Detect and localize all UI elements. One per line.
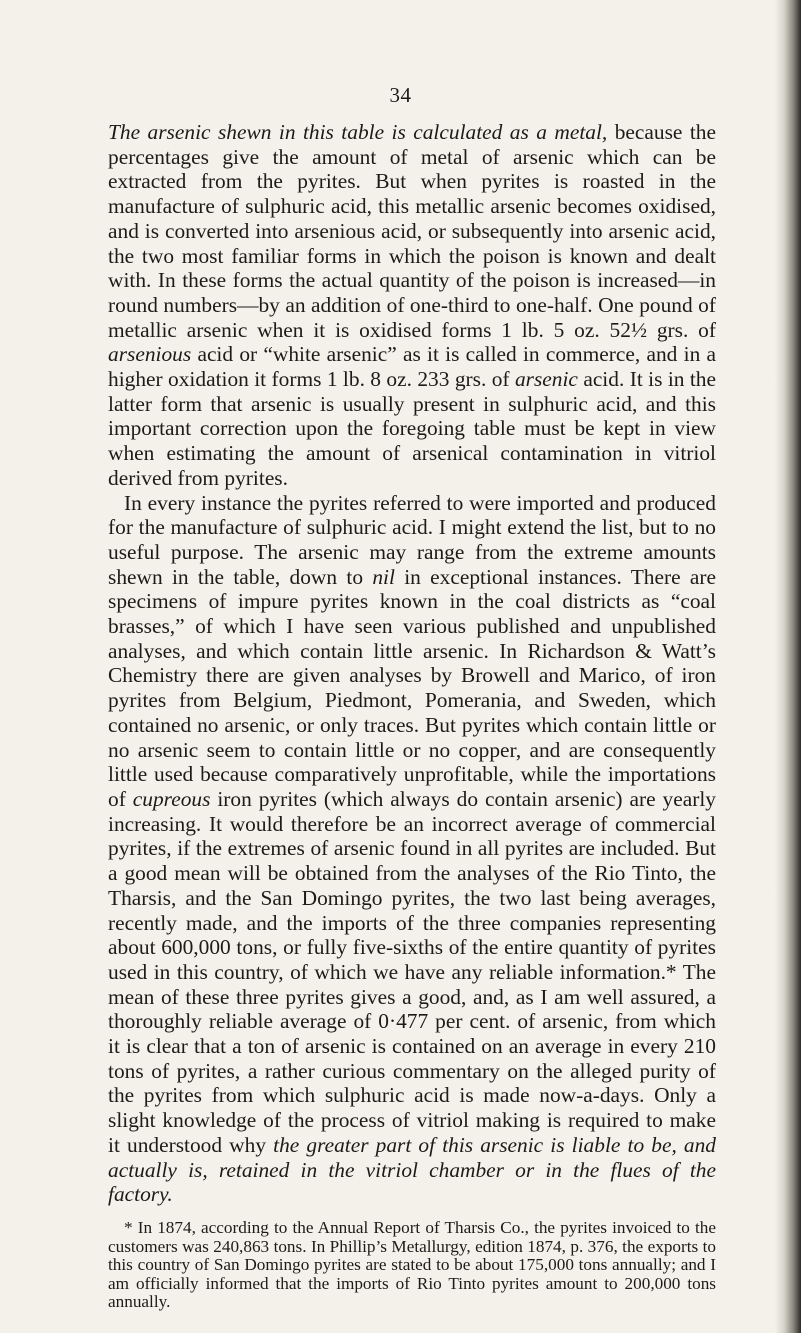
italic-word: nil [372,564,395,589]
italic-phrase: The arsenic shewn in this table is calculated as a metal, [108,120,608,144]
page-edge-shadow [775,0,801,1333]
paragraph-text: acid. It is in the latter form that arsenic is usually present in sulphuric acid, and this important correction upon the foregoing table must be kept in view when estimating the amount of arsenical contamination in vitriol derived from pyrites. [108,367,716,490]
italic-phrase: the greater part of this arsenic is liable to be, and actually is, retained in the vitriol chamber or in the flues of the factory. [108,1132,716,1207]
italic-word: arsenic [514,367,578,392]
page-body [108,120,716,1312]
paragraph-text: acid or “white arsenic” as it is called in commerce, and in a higher oxidation it forms 1 lb. 8 oz. 233 grs. of [108,342,716,392]
paragraph-text: in exceptional instances. There are specimens of impure pyrites known in the coal districts as “coal brasses,” of which I have seen various published and unpublished analyses, and which contain little arsenic. In Richardson & Watt’s Chemistry there are given analyses by Browell and Marico, of iron pyrites from Belgium, Piedmont, Pomerania, and Sweden, which contained no arsenic, or only traces. But pyrites which contain little or no arsenic seem to contain little or no copper, and are consequently little used because comparatively unprofitable, while the importations of [108,564,716,811]
paragraph-1 [108,120,716,491]
paragraph-text: because the percentages give the amount of metal of arsenic which can be extracted from the pyrites. But when pyrites is roasted in the manufacture of sulphuric acid, this metallic arsenic becomes oxidised, and is converted into arsenious acid, or subsequently into arsenic acid, the two most familiar forms in which the poison is known and dealt with. In these forms the actual quantity of the poison is increased—in round numbers—by an addition of one-third to one-half. One pound of metallic arsenic when it is oxidised forms 1 lb. 5 oz. 52½ grs. of [108,120,716,342]
paragraph-text: iron pyrites (which always do contain arsenic) are yearly increasing. It would therefore be an incorrect average of commercial pyrites, if the extremes of arsenic found in all pyrites are included. But a good mean will be obtained from the analyses of the Rio Tinto, the Tharsis, and the San Domingo pyrites, the two last being averages, recently made, and the imports of the three companies representing about 600,000 tons, or fully five-sixths of the entire quantity of pyrites used in this country, of which we have any reliable information.* The mean of these three pyrites gives a good, and, as I am well assured, a thoroughly reliable average of 0·477 per cent. of arsenic, from which it is clear that a ton of arsenic is contained on an average in every 210 tons of pyrites, a rather curious commentary on the alleged purity of the pyrites from which sulphuric acid is made now-a-days. Only a slight knowledge of the process of vitriol making is required to make it understood why [108,786,717,1157]
italic-word: arsenious [108,342,192,367]
page-number: 34 [389,83,412,107]
paragraph-text: In every instance the pyrites referred to were imported and produced for the manufacture of sulphuric acid. I might extend the list, but to no useful purpose. The arsenic may range from the extreme amounts shewn in the table, down to [108,490,716,589]
footnote: * In 1874, according to the Annual Report of Tharsis Co., the pyrites invoiced to the customers was 240,863 tons. In Phillip’s Metallurgy, edition 1874, p. 376, the exports to this country of San Domingo pyrites are stated to be about 175,000 tons annually; and I am officially informed that the imports of Rio Tinto pyrites amount to 200,000 tons annually. [108,1217,716,1312]
paragraph-2 [108,491,716,1207]
italic-word: cupreous [132,786,211,811]
